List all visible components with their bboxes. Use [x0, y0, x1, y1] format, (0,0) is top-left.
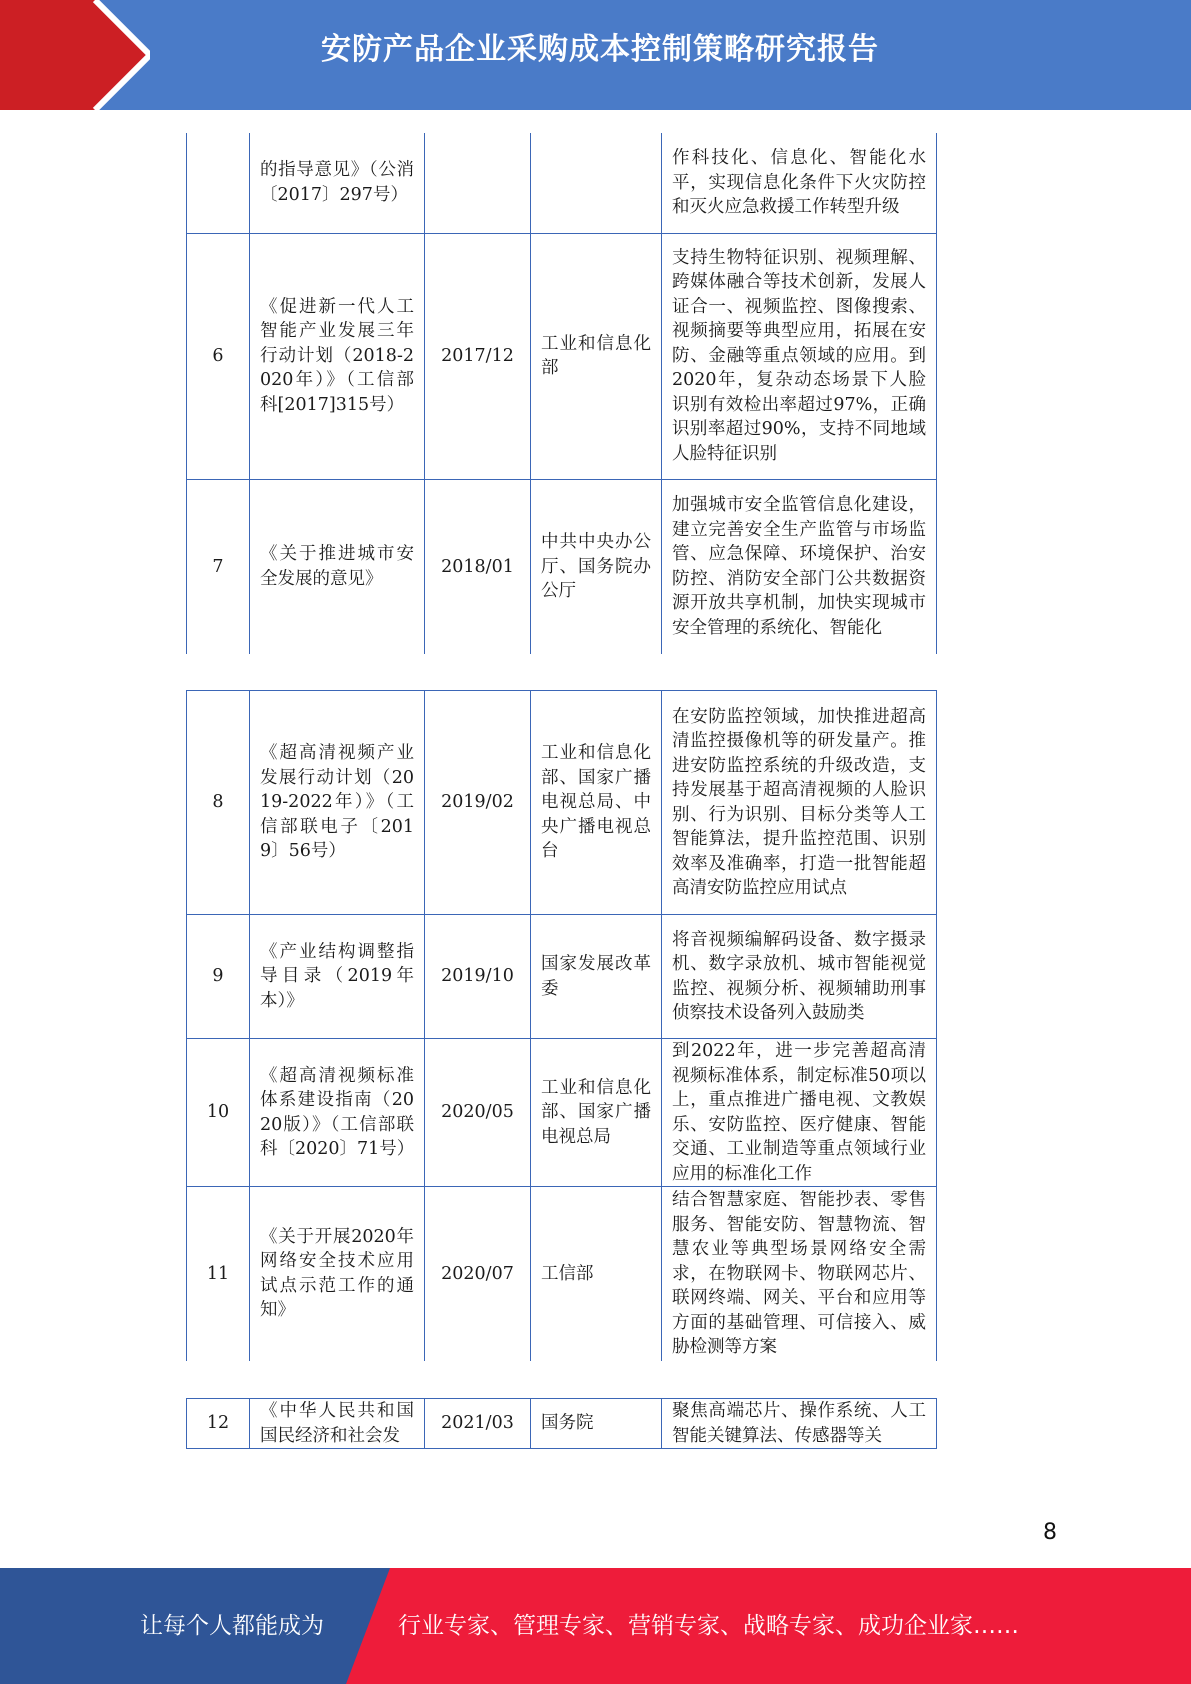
issuing-department: 工业和信息化部、国家广播电视总局、中央广播电视总台 — [531, 691, 662, 915]
row-number: 12 — [187, 1399, 250, 1449]
policy-table-part-2 — [186, 690, 937, 1361]
page-number: 8 — [1043, 1520, 1057, 1545]
policy-content: 到2022年，进一步完善超高清视频标准体系，制定标准50项以上，重点推进广播电视、文教娱乐、安防监控、医疗健康、智能交通、工业制造等重点领域行业应用的标准化工作 — [662, 1039, 937, 1187]
header-banner — [0, 0, 1191, 110]
issuing-department — [531, 133, 662, 233]
table-row — [187, 479, 937, 654]
policy-table-part-3 — [186, 1398, 937, 1449]
policy-content: 支持生物特征识别、视频理解、跨媒体融合等技术创新，发展人证合一、视频监控、图像搜索、视频摘要等典型应用，拓展在安防、金融等重点领域的应用。到2020年，复杂动态场景下人脸识别有效检出率超过97%，正确识别率超过90%，支持不同地域人脸特征识别 — [662, 233, 937, 479]
table-row — [187, 915, 937, 1039]
policy-content: 聚焦高端芯片、操作系统、人工智能关键算法、传感器等关 — [662, 1399, 937, 1449]
row-number: 11 — [187, 1187, 250, 1361]
policy-document: 的指导意见》（公消〔2017〕297号） — [250, 133, 425, 233]
row-number: 8 — [187, 691, 250, 915]
table-row — [187, 691, 937, 915]
row-number: 7 — [187, 479, 250, 654]
issue-date: 2019/02 — [425, 691, 531, 915]
policy-content: 结合智慧家庭、智能抄表、零售服务、智能安防、智慧物流、智慧农业等典型场景网络安全需求，在物联网卡、物联网芯片、联网终端、网关、平台和应用等方面的基础管理、可信接入、威胁检测等方案 — [662, 1187, 937, 1361]
policy-document: 《促进新一代人工智能产业发展三年行动计划（2018-2020年）》（工信部科[2017]315号） — [250, 233, 425, 479]
issue-date: 2018/01 — [425, 479, 531, 654]
issue-date: 2020/05 — [425, 1039, 531, 1187]
issue-date: 2019/10 — [425, 915, 531, 1039]
issue-date: 2020/07 — [425, 1187, 531, 1361]
policy-document: 《中华人民共和国国民经济和社会发 — [250, 1399, 425, 1449]
policy-content: 作科技化、信息化、智能化水平，实现信息化条件下火灾防控和灭火应急救援工作转型升级 — [662, 133, 937, 233]
table-row — [187, 1399, 937, 1449]
issuing-department: 工业和信息化部、国家广播电视总局 — [531, 1039, 662, 1187]
row-number — [187, 133, 250, 233]
issue-date — [425, 133, 531, 233]
policy-content: 将音视频编解码设备、数字摄录机、数字录放机、城市智能视觉监控、视频分析、视频辅助刑事侦察技术设备列入鼓励类 — [662, 915, 937, 1039]
issuing-department: 工信部 — [531, 1187, 662, 1361]
table-row — [187, 1039, 937, 1187]
footer-banner — [0, 1568, 1191, 1684]
table-row — [187, 133, 937, 233]
header-chevron-graphic — [0, 0, 150, 110]
issuing-department: 国务院 — [531, 1399, 662, 1449]
row-number: 10 — [187, 1039, 250, 1187]
policy-document: 《产业结构调整指导目录（2019年本）》 — [250, 915, 425, 1039]
issuing-department: 国家发展改革委 — [531, 915, 662, 1039]
policy-table-part-1 — [186, 133, 937, 654]
table-row — [187, 1187, 937, 1361]
issuing-department: 工业和信息化部 — [531, 233, 662, 479]
policy-document: 《关于推进城市安全发展的意见》 — [250, 479, 425, 654]
issue-date: 2021/03 — [425, 1399, 531, 1449]
table-row — [187, 233, 937, 479]
row-number: 6 — [187, 233, 250, 479]
footer-slogan-left: 让每个人都能成为 — [140, 1613, 324, 1639]
report-title: 安防产品企业采购成本控制策略研究报告 — [321, 32, 879, 67]
policy-content: 在安防监控领域，加快推进超高清监控摄像机等的研发量产。推进安防监控系统的升级改造，支持发展基于超高清视频的人脸识别、行为识别、目标分类等人工智能算法，提升监控范围、识别效率及准确率，打造一批智能超高清安防监控应用试点 — [662, 691, 937, 915]
footer-slogan-right: 行业专家、管理专家、营销专家、战略专家、成功企业家…… — [398, 1613, 1019, 1639]
issuing-department: 中共中央办公厅、国务院办公厅 — [531, 479, 662, 654]
issue-date: 2017/12 — [425, 233, 531, 479]
policy-content: 加强城市安全监管信息化建设，建立完善安全生产监管与市场监管、应急保障、环境保护、治安防控、消防安全部门公共数据资源开放共享机制，加快实现城市安全管理的系统化、智能化 — [662, 479, 937, 654]
row-number: 9 — [187, 915, 250, 1039]
policy-document: 《超高清视频产业发展行动计划（2019-2022年）》（工信部联电子〔2019〕56号） — [250, 691, 425, 915]
policy-document: 《关于开展2020年网络安全技术应用试点示范工作的通知》 — [250, 1187, 425, 1361]
policy-document: 《超高清视频标准体系建设指南（2020版）》（工信部联科〔2020〕71号） — [250, 1039, 425, 1187]
